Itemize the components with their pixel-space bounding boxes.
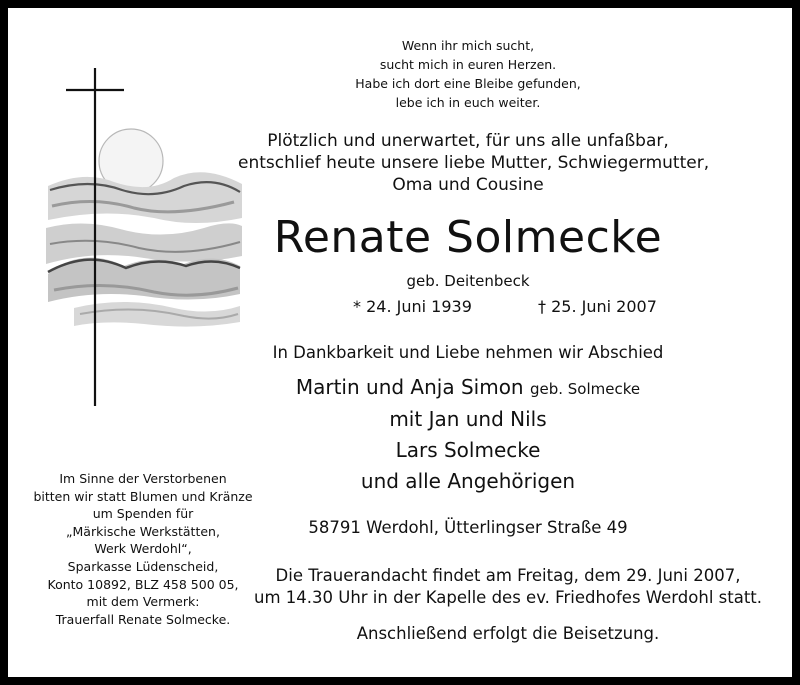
donation-line: Trauerfall Renate Solmecke.	[55, 611, 231, 627]
donation-line: Im Sinne der Verstorbenen	[59, 471, 227, 486]
family-line: und alle Angehörigen	[360, 469, 576, 493]
memorial-poem	[338, 36, 598, 112]
donation-line: bitten wir statt Blumen und Kränze	[33, 488, 253, 504]
farewell-text: In Dankbarkeit und Liebe nehmen wir Abschied	[272, 343, 664, 362]
poem-line: sucht mich in euren Herzen.	[379, 57, 557, 72]
donation-line: Konto 10892, BLZ 458 500 05,	[47, 576, 239, 592]
donation-line: „Märkische Werkstätten,	[66, 523, 220, 539]
memorial-artwork	[44, 68, 244, 408]
birth-date: * 24. Juni 1939	[353, 297, 472, 316]
donation-line: Werk Werdohl“,	[94, 541, 192, 557]
family-note: geb. Solmecke	[529, 380, 641, 398]
family-names: Martin und Anja Simon	[295, 375, 524, 399]
service-line: Die Trauerandacht findet am Freitag, dem 29. Juni 2007,	[275, 566, 741, 585]
donation-note	[28, 470, 258, 628]
intro-line: Plötzlich und unerwartet, für uns alle unfaßbar,	[267, 131, 669, 151]
obituary-notice	[8, 8, 792, 677]
landscape-icon	[46, 172, 242, 326]
donation-line: um Spenden für	[92, 506, 194, 522]
service-info	[238, 565, 778, 609]
family-line: mit Jan und Nils	[389, 407, 547, 431]
death-date: † 25. Juni 2007	[538, 297, 657, 316]
family-line	[238, 375, 698, 399]
maiden-name: geb. Deitenbeck	[406, 272, 530, 290]
poem-line: Wenn ihr mich sucht,	[401, 38, 535, 53]
poem-line: lebe ich in euch weiter.	[395, 95, 541, 110]
donation-line: Sparkasse Lüdenscheid,	[67, 558, 219, 574]
donation-line: mit dem Vermerk:	[86, 594, 200, 610]
deceased-name: Renate Solmecke	[273, 212, 663, 263]
poem-line: Habe ich dort eine Bleibe gefunden,	[355, 76, 581, 91]
intro-line: Oma und Cousine	[392, 175, 544, 195]
intro-text	[238, 130, 710, 196]
intro-line: entschlief heute unsere liebe Mutter, Schwiegermutter,	[238, 153, 710, 173]
address: 58791 Werdohl, Ütterlingser Straße 49	[308, 518, 628, 537]
burial-info: Anschließend erfolgt die Beisetzung.	[356, 624, 660, 643]
service-line: um 14.30 Uhr in der Kapelle des ev. Friedhofes Werdohl statt.	[253, 588, 763, 607]
family-line: Lars Solmecke	[395, 438, 541, 462]
